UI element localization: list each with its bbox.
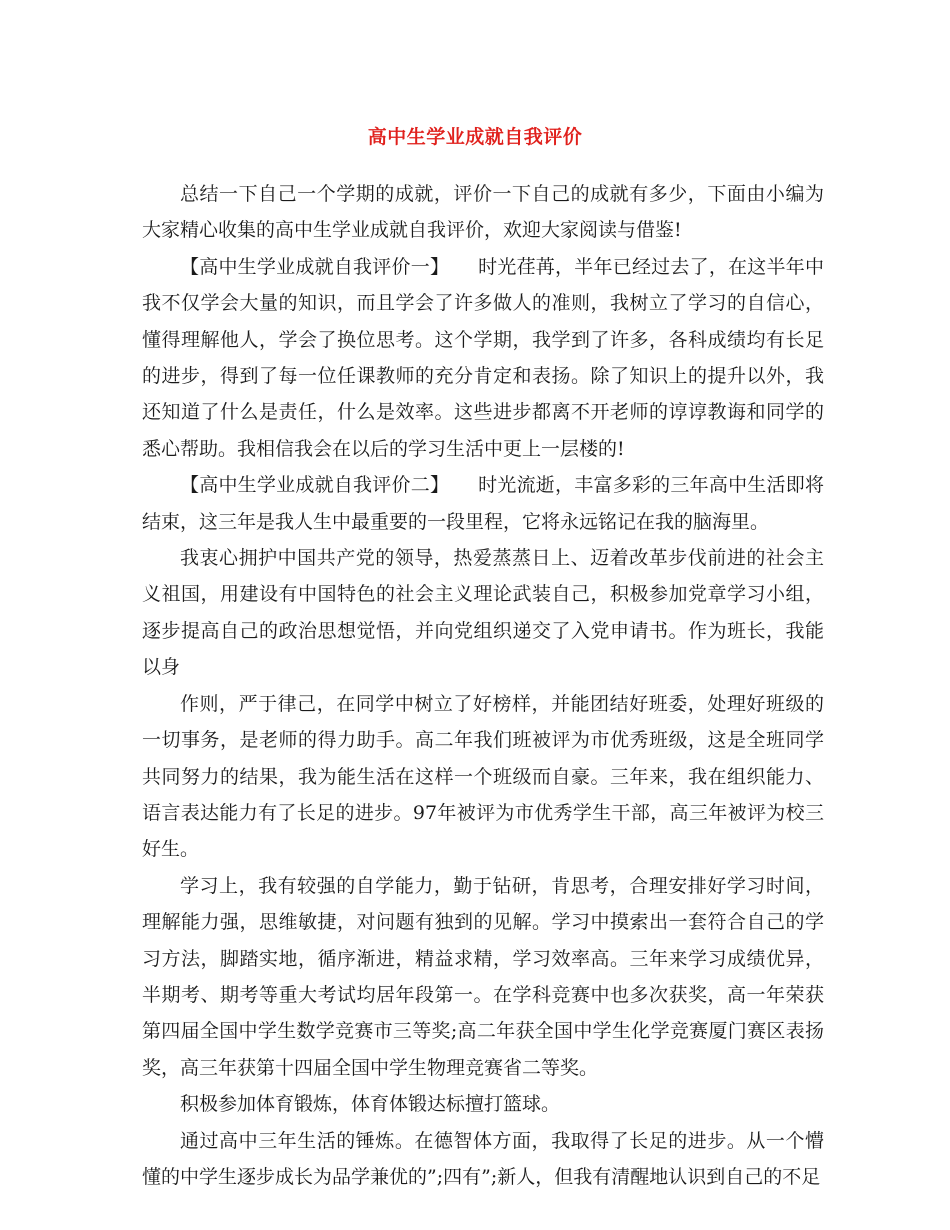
paragraph-intro: 总结一下自己一个学期的成就，评价一下自己的成就有多少，下面由小编为大家精心收集的高中生学业成就自我评价，欢迎大家阅读与借鉴! <box>142 183 824 242</box>
document-title: 高中生学业成就自我评价 <box>367 126 583 148</box>
paragraph-political: 我衷心拥护中国共产党的领导，热爱蒸蒸日上、迈着改革步伐前进的社会主义祖国，用建设有中国特色的社会主义理论武装自己，积极参加党章学习小组，逐步提高自己的政治思想觉悟，并向党组织递交了入党申请书。作为班长，我能以身 <box>142 547 824 679</box>
paragraph-summary: 通过高中三年生活的锤炼。在德智体方面，我取得了长足的进步。从一个懵懂的中学生逐步成长为品学兼优的”;四有”;新人，但我有清醒地认识到自己的不足 <box>142 1129 824 1188</box>
paragraph-class-monitor: 作则，严于律己，在同学中树立了好榜样，并能团结好班委，处理好班级的一切事务，是老师的得力助手。高二年我们班被评为市优秀班级，这是全班同学共同努力的结果，我为能生活在这样一个班级而自豪。三年来，我在组织能力、语言表达能力有了长足的进步。97年被评为市优秀学生干部，高三年被评为校三好生。 <box>142 692 824 861</box>
document-body <box>142 176 824 1195</box>
paragraph-sports: 积极参加体育锻炼，体育体锻达标擅打篮球。 <box>180 1093 561 1116</box>
paragraph-study: 学习上，我有较强的自学能力，勤于钻研，肯思考，合理安排好学习时间，理解能力强，思维敏捷，对问题有独到的见解。学习中摸索出一套符合自己的学习方法，脚踏实地，循序渐进，精益求精，学习效率高。三年来学习成绩优异，半期考、期考等重大考试均居年段第一。在学科竞赛中也多次获奖，高一年荣获第四届全国中学生数学竞赛市三等奖;高二年获全国中学生化学竞赛厦门赛区表扬奖，高三年获第十四届全国中学生物理竞赛省二等奖。 <box>142 874 824 1079</box>
paragraph-evaluation-one: 【高中生学业成就自我评价一】 时光荏苒，半年已经过去了，在这半年中我不仅学会大量的知识，而且学会了许多做人的准则，我树立了学习的自信心，懂得理解他人，学会了换位思考。这个学期，我学到了许多，各科成绩均有长足的进步，得到了每一位任课教师的充分肯定和表扬。除了知识上的提升以外，我还知道了什么是责任，什么是效率。这些进步都离不开老师的谆谆教诲和同学的悉心帮助。我相信我会在以后的学习生活中更上一层楼的! <box>142 255 824 460</box>
paragraph-evaluation-two: 【高中生学业成就自我评价二】 时光流逝，丰富多彩的三年高中生活即将结束，这三年是我人生中最重要的一段里程，它将永远铭记在我的脑海里。 <box>142 474 824 533</box>
